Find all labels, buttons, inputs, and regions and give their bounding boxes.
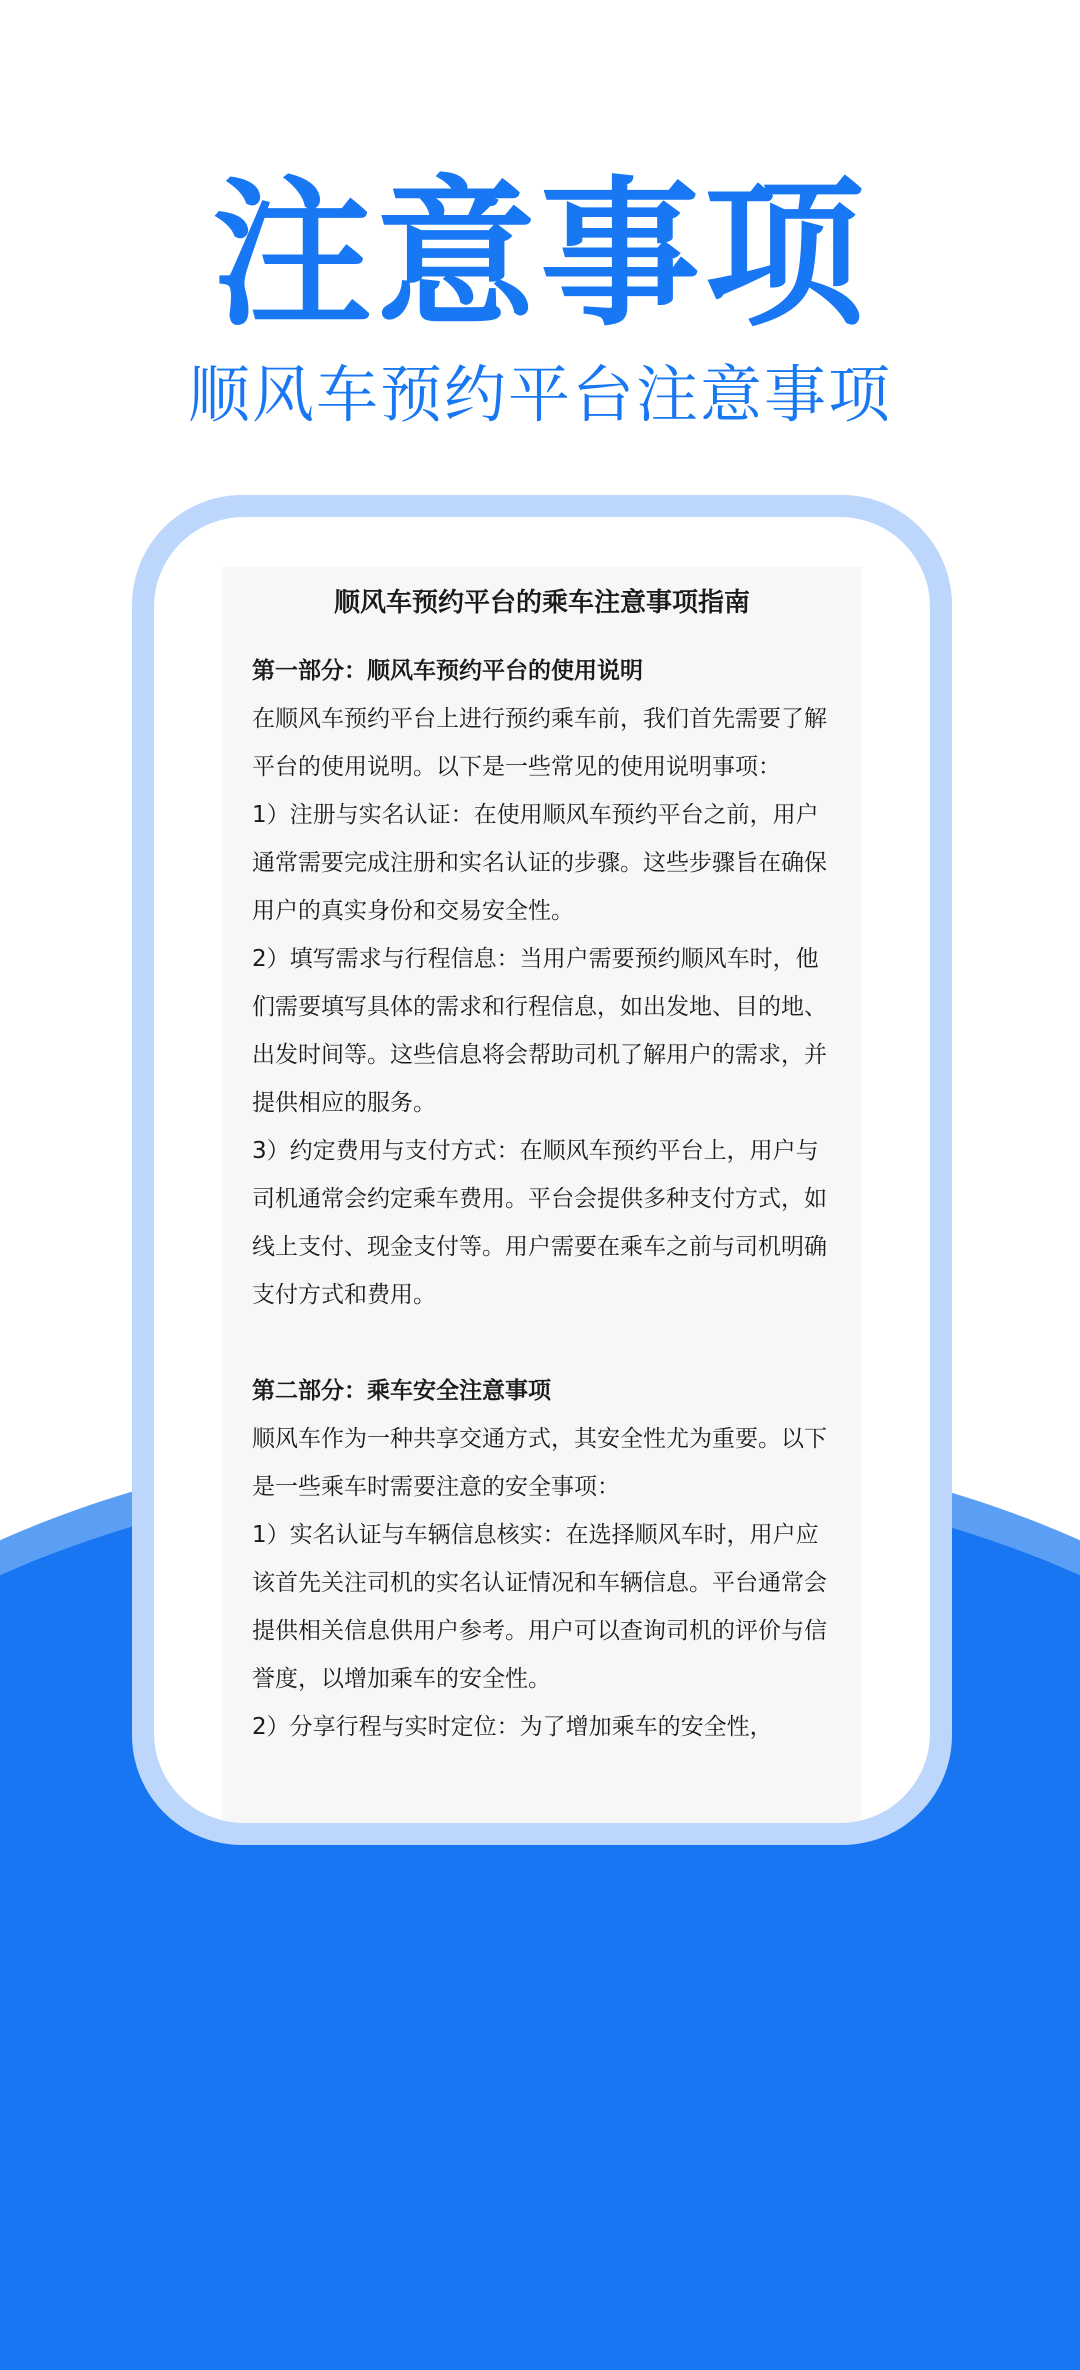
section-2-heading: 第二部分：乘车安全注意事项 (252, 1378, 551, 1404)
phone-screen[interactable] (154, 517, 930, 1823)
document-page[interactable] (222, 567, 862, 1823)
page-subtitle: 顺风车预约平台注意事项 (187, 358, 892, 431)
section-1-item-2: 2）填写需求与行程信息：当用户需要预约顺风车时，他们需要填写具体的需求和行程信息，如出发地、目的地、出发时间等。这些信息将会帮助司机了解用户的需求，并提供相应的服务。 (252, 946, 827, 1116)
section-2-intro: 顺风车作为一种共享交通方式，其安全性尤为重要。以下是一些乘车时需要注意的安全事项： (252, 1426, 827, 1500)
section-1-item-1: 1）注册与实名认证：在使用顺风车预约平台之前，用户通常需要完成注册和实名认证的步骤。这些步骤旨在确保用户的真实身份和交易安全性。 (252, 802, 827, 924)
document-content (252, 567, 832, 1751)
section-gap (252, 1319, 832, 1367)
section-1-item-3: 3）约定费用与支付方式：在顺风车预约平台上，用户与司机通常会约定乘车费用。平台会提供多种支付方式，如线上支付、现金支付等。用户需要在乘车之前与司机明确支付方式和费用。 (252, 1138, 827, 1308)
section-2-item-2: 2）分享行程与实时定位：为了增加乘车的安全性， (252, 1714, 773, 1740)
section-1-heading: 第一部分：顺风车预约平台的使用说明 (252, 658, 643, 684)
page-title: 注意事项 (211, 161, 868, 348)
phone-frame (132, 495, 952, 1845)
section-1-intro: 在顺风车预约平台上进行预约乘车前，我们首先需要了解平台的使用说明。以下是一些常见的使用说明事项： (252, 706, 827, 780)
screen-dot (176, 535, 179, 538)
document-title: 顺风车预约平台的乘车注意事项指南 (333, 588, 750, 618)
section-2-item-1: 1）实名认证与车辆信息核实：在选择顺风车时，用户应该首先关注司机的实名认证情况和车辆信息。平台通常会提供相关信息供用户参考。用户可以查询司机的评价与信誉度，以增加乘车的安全性。 (252, 1522, 827, 1692)
